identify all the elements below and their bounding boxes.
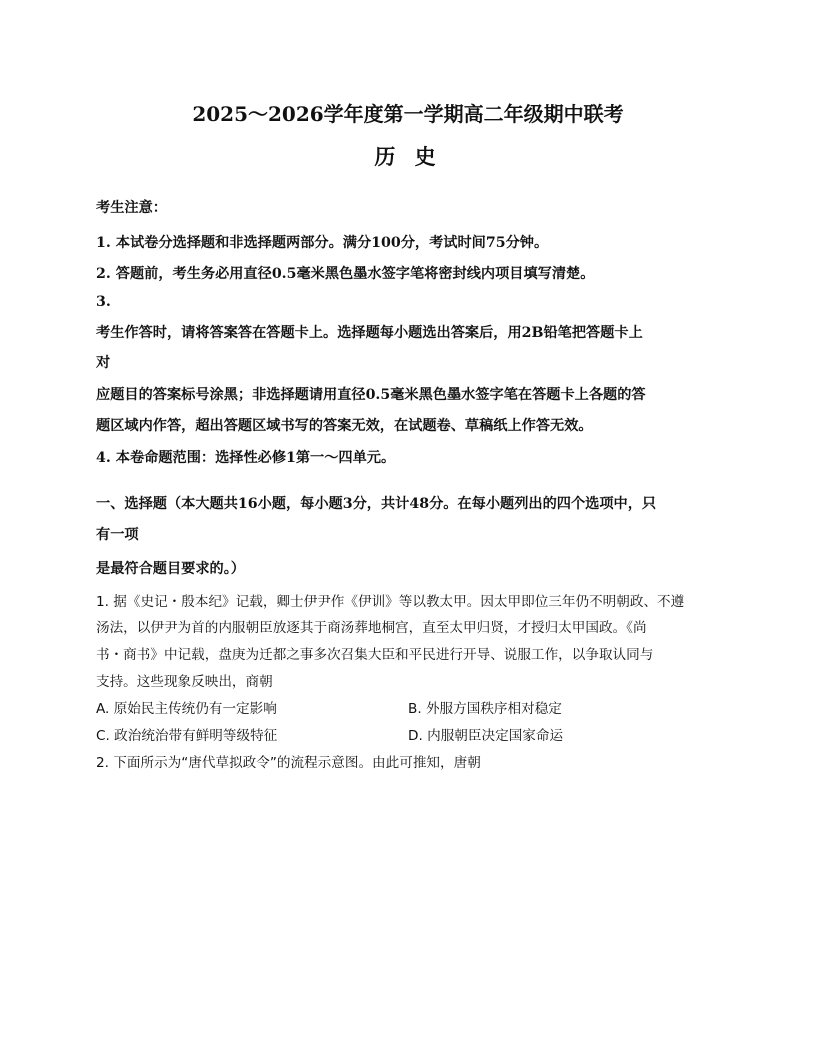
notice-line-1: 1. 本试卷分选择题和非选择题两部分。满分100分，考试时间75分钟。 (96, 235, 549, 251)
section-heading-line-2: 有一项 (96, 527, 139, 543)
question-1-line-2: 汤法，以伊尹为首的内服朝臣放逐其于商汤葬地桐宫，直至太甲归贤，才授归太甲国政。《尚 (96, 620, 647, 636)
question-1-line-1: 1. 据《史记・殷本纪》记载，卿士伊尹作《伊训》等以教太甲。因太甲即位三年仍不明朝政、不遵 (96, 594, 685, 610)
question-1-option-b: B. 外服方国秩序相对稳定 (408, 701, 562, 717)
notice-line-5: 对 (96, 355, 111, 371)
question-1-option-a: A. 原始民主传统仍有一定影响 (96, 701, 277, 717)
section-heading-line-1: 一、选择题（本大题共16小题，每小题3分，共计48分。在每小题列出的四个选项中，只 (96, 496, 657, 512)
notice-line-6: 应题目的答案标号涂黑；非选择题请用直径0.5毫米黑色墨水签字笔在答题卡上各题的答 (96, 387, 646, 403)
notice-line-8: 4. 本卷命题范围：选择性必修1第一～四单元。 (96, 450, 396, 466)
section-heading-line-3: 是最符合题目要求的。） (96, 561, 245, 577)
notice-line-4: 考生作答时，请将答案答在答题卡上。选择题每小题选出答案后，用2B铅笔把答题卡上 (96, 325, 643, 341)
notice-line-2: 2. 答题前，考生务必用直径0.5毫米黑色墨水签字笔将密封线内项目填写清楚。 (96, 266, 595, 282)
exam-title: 2025～2026学年度第一学期高二年级期中联考 (192, 102, 624, 126)
notice-line-3: 3. (96, 294, 111, 310)
notice-line-7: 题区域内作答，超出答题区域书写的答案无效，在试题卷、草稿纸上作答无效。 (96, 418, 593, 434)
question-1-line-4: 支持。这些现象反映出，商朝 (96, 674, 273, 690)
question-1-option-d: D. 内服朝臣决定国家命运 (408, 728, 564, 744)
question-1-line-3: 书・商书》中记载，盘庚为迁都之事多次召集大臣和平民进行开导、说服工作，以争取认同与 (96, 647, 654, 663)
notice-heading: 考生注意： (96, 200, 167, 216)
question-2-text: 2. 下面所示为“唐代草拟政令”的流程示意图。由此可推知，唐朝 (96, 755, 481, 771)
question-1-option-c: C. 政治统治带有鲜明等级特征 (96, 728, 278, 744)
subject-title: 历 史 (374, 144, 442, 169)
